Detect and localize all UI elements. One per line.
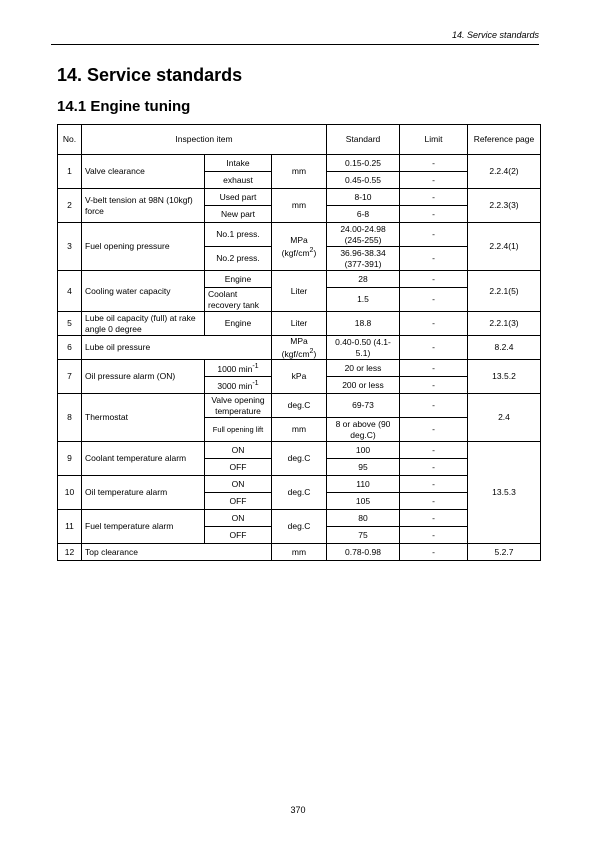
unit: kPa — [272, 360, 327, 394]
table-row — [58, 442, 541, 459]
limit-value: - — [400, 288, 468, 312]
unit-close: ) — [313, 247, 317, 258]
table-row — [58, 394, 541, 418]
reference-page: 13.5.3 — [468, 442, 541, 544]
sub-item: New part — [205, 206, 272, 223]
inspection-item: Oil pressure alarm (ON) — [82, 360, 205, 394]
unit: deg.C — [272, 442, 327, 476]
standard-value: 75 — [327, 527, 400, 544]
inspection-item: Top clearance — [82, 544, 272, 561]
sub-item: No.1 press. — [205, 223, 272, 247]
limit-value: - — [400, 312, 468, 336]
sub-item: No.2 press. — [205, 247, 272, 271]
limit-value: - — [400, 247, 468, 271]
sub-item: Engine — [205, 271, 272, 288]
header-inspection-item: Inspection item — [82, 125, 327, 155]
inspection-item: Fuel temperature alarm — [82, 510, 205, 544]
standard-value: 1.5 — [327, 288, 400, 312]
limit-value: - — [400, 377, 468, 394]
row-number: 8 — [58, 394, 82, 442]
unit-exponent: 2 — [309, 245, 314, 254]
reference-page: 2.2.4(2) — [468, 155, 541, 189]
header-reference-page: Reference page — [468, 125, 541, 155]
header-rule — [51, 44, 539, 45]
row-number: 6 — [58, 336, 82, 360]
row-number: 7 — [58, 360, 82, 394]
reference-page: 2.4 — [468, 394, 541, 442]
reference-page: 5.2.7 — [468, 544, 541, 561]
inspection-item: Oil temperature alarm — [82, 476, 205, 510]
page-title: 14. Service standards — [57, 65, 243, 85]
standard-value: 28 — [327, 271, 400, 288]
row-number: 11 — [58, 510, 82, 544]
running-header: 14. Service standards — [451, 30, 539, 40]
standard-value: 0.45-0.55 — [327, 172, 400, 189]
unit: Liter — [272, 312, 327, 336]
standard-value: 18.8 — [327, 312, 400, 336]
inspection-item: V-belt tension at 98N (10kgf) force — [82, 189, 205, 223]
limit-value: - — [400, 189, 468, 206]
limit-value: - — [400, 394, 468, 418]
limit-value: - — [400, 223, 468, 247]
unit: mm — [272, 155, 327, 189]
reference-page: 13.5.2 — [468, 360, 541, 394]
limit-value: - — [400, 172, 468, 189]
sub-item: ON — [205, 510, 272, 527]
reference-page: 2.2.1(3) — [468, 312, 541, 336]
inspection-item: Cooling water capacity — [82, 271, 205, 312]
row-number: 9 — [58, 442, 82, 476]
sub-item: OFF — [205, 493, 272, 510]
limit-value: - — [400, 155, 468, 172]
sub-item-exponent: -1 — [252, 361, 259, 370]
unit: mm — [272, 418, 327, 442]
standard-value: 36.96-38.34 (377-391) — [327, 247, 400, 271]
table-row — [58, 223, 541, 247]
sub-item: OFF — [205, 459, 272, 476]
sub-item-speed: 1000 min — [217, 363, 253, 374]
inspection-item: Coolant temperature alarm — [82, 442, 205, 476]
table-row — [58, 336, 541, 360]
unit: deg.C — [272, 510, 327, 544]
limit-value: - — [400, 510, 468, 527]
limit-value: - — [400, 544, 468, 561]
table-row — [58, 312, 541, 336]
sub-item: Coolant recovery tank — [205, 288, 272, 312]
sub-item: Valve opening temperature — [205, 394, 272, 418]
sub-item-exponent: -1 — [252, 378, 259, 387]
limit-value: - — [400, 476, 468, 493]
inspection-item: Fuel opening pressure — [82, 223, 205, 271]
sub-item: Used part — [205, 189, 272, 206]
sub-item: Engine — [205, 312, 272, 336]
unit-alt: (kgf/cm — [281, 247, 310, 258]
row-number: 5 — [58, 312, 82, 336]
row-number: 1 — [58, 155, 82, 189]
unit-close: ) — [313, 348, 317, 359]
header-limit: Limit — [400, 125, 468, 155]
standard-value: 20 or less — [327, 360, 400, 377]
standard-value: 8-10 — [327, 189, 400, 206]
standard-value: 100 — [327, 442, 400, 459]
standard-value: 0.78-0.98 — [327, 544, 400, 561]
limit-value: - — [400, 459, 468, 476]
sub-item: OFF — [205, 527, 272, 544]
standard-value: 110 — [327, 476, 400, 493]
unit: Liter — [272, 271, 327, 312]
unit: deg.C — [272, 394, 327, 418]
standard-value: 8 or above (90 deg.C) — [327, 418, 400, 442]
unit: deg.C — [272, 476, 327, 510]
inspection-item: Valve clearance — [82, 155, 205, 189]
table-row — [58, 189, 541, 206]
row-number: 2 — [58, 189, 82, 223]
page-number: 370 — [290, 805, 306, 815]
inspection-item: Lube oil capacity (full) at rake angle 0 degree — [82, 312, 205, 336]
unit-alt: (kgf/cm — [281, 348, 310, 359]
unit — [272, 223, 327, 271]
unit — [272, 336, 327, 360]
row-number: 12 — [58, 544, 82, 561]
section-title: 14.1 Engine tuning — [57, 98, 191, 115]
table-row — [58, 360, 541, 377]
table-header-row — [58, 125, 541, 155]
unit: mm — [272, 544, 327, 561]
standard-value: 200 or less — [327, 377, 400, 394]
unit-exponent: 2 — [309, 346, 314, 355]
sub-item — [205, 360, 272, 377]
sub-item: ON — [205, 476, 272, 493]
standard-value: 0.40-0.50 (4.1-5.1) — [327, 336, 400, 360]
limit-value: - — [400, 336, 468, 360]
limit-value: - — [400, 493, 468, 510]
unit: mm — [272, 189, 327, 223]
reference-page: 2.2.4(1) — [468, 223, 541, 271]
table-row — [58, 155, 541, 172]
reference-page: 2.2.3(3) — [468, 189, 541, 223]
sub-item: Intake — [205, 155, 272, 172]
row-number: 10 — [58, 476, 82, 510]
sub-item: ON — [205, 442, 272, 459]
sub-item — [205, 377, 272, 394]
row-number: 4 — [58, 271, 82, 312]
standard-value: 6-8 — [327, 206, 400, 223]
limit-value: - — [400, 206, 468, 223]
header-standard: Standard — [327, 125, 400, 155]
unit-main: MPa — [290, 336, 308, 346]
inspection-item: Lube oil pressure — [82, 336, 272, 360]
standard-value: 69-73 — [327, 394, 400, 418]
table-row — [58, 544, 541, 561]
table-row — [58, 271, 541, 288]
reference-page: 8.2.4 — [468, 336, 541, 360]
sub-item: Full opening lift — [205, 418, 272, 442]
standard-value: 0.15-0.25 — [327, 155, 400, 172]
sub-item: exhaust — [205, 172, 272, 189]
engine-tuning-table — [57, 124, 541, 561]
limit-value: - — [400, 360, 468, 377]
standard-value: 80 — [327, 510, 400, 527]
reference-page: 2.2.1(5) — [468, 271, 541, 312]
limit-value: - — [400, 418, 468, 442]
limit-value: - — [400, 527, 468, 544]
row-number: 3 — [58, 223, 82, 271]
limit-value: - — [400, 271, 468, 288]
unit-main: MPa — [290, 234, 308, 245]
inspection-item: Thermostat — [82, 394, 205, 442]
standard-value: 24.00-24.98 (245-255) — [327, 223, 400, 247]
limit-value: - — [400, 442, 468, 459]
sub-item-speed: 3000 min — [217, 380, 253, 391]
header-no: No. — [58, 125, 82, 155]
standard-value: 105 — [327, 493, 400, 510]
standard-value: 95 — [327, 459, 400, 476]
